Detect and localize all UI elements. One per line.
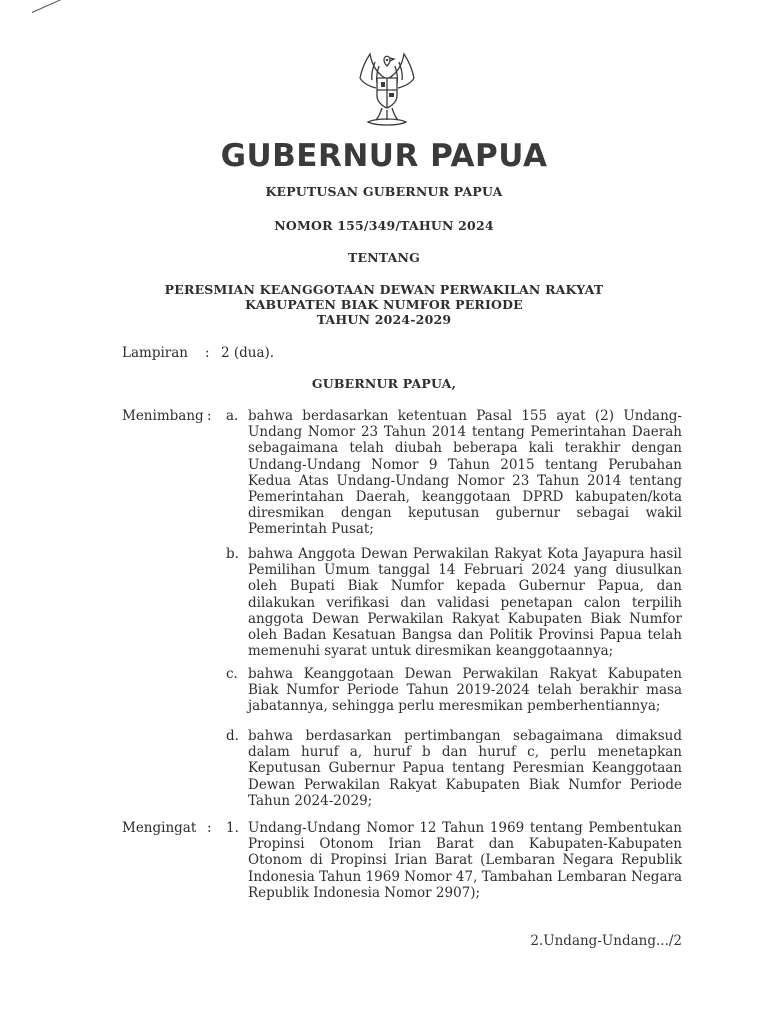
page-continuation-ref: 2.Undang-Undang.../2 — [530, 933, 682, 949]
menimbang-item-text: bahwa Anggota Dewan Perwakilan Rakyat Kota Jayapura hasil Pemilihan Umum tanggal 14 Februari 2024 yang diusulkan oleh Bupati Biak Numfor kepada Gubernur Papua, dan dilakukan verifikasi dan validasi penetapan calon terpilih anggota Dewan Perwakilan Rakyat Kabupaten Biak Numfor oleh Badan Kesatuan Bangsa dan Politik Provinsi Papua telah memenuhi syarat untuk diresmikan keanggotaannya; — [248, 546, 682, 660]
lampiran-value: 2 (dua). — [221, 345, 275, 361]
menimbang-item-marker: b. — [226, 546, 239, 562]
menimbang-colon: : — [207, 408, 212, 424]
menimbang-item-marker: c. — [226, 666, 238, 682]
institution-title: GUBERNUR PAPUA — [220, 138, 548, 174]
subject-line-3: TAHUN 2024-2029 — [316, 312, 452, 327]
menimbang-label: Menimbang — [122, 408, 204, 424]
subject-line-1: PERESMIAN KEANGGOTAAN DEWAN PERWAKILAN RAKYAT — [164, 282, 604, 297]
decree-type: KEPUTUSAN GUBERNUR PAPUA — [265, 184, 503, 199]
scan-artifact-line — [32, 0, 63, 13]
decree-number: NOMOR 155/349/TAHUN 2024 — [274, 218, 494, 233]
menimbang-item-marker: a. — [226, 408, 239, 424]
menimbang-item-text: bahwa berdasarkan pertimbangan sebagaimana dimaksud dalam huruf a, huruf b dan huruf c, perlu menetapkan Keputusan Gubernur Papua tentang Peresmian Keanggotaan Dewan Perwakilan Rakyat Kabupaten Biak Numfor Periode Tahun 2024-2029; — [248, 728, 682, 809]
lampiran-label: Lampiran — [122, 345, 188, 361]
mengingat-item-text: Undang-Undang Nomor 12 Tahun 1969 tentang Pembentukan Propinsi Otonom Irian Barat dan Kabupaten-Kabupaten Otonom di Propinsi Irian Barat (Lembaran Negara Republik Indonesia Tahun 1969 Nomor 47, Tambahan Lembaran Negara Republik Indonesia Nomor 2907); — [248, 820, 682, 901]
signatory-heading: GUBERNUR PAPUA, — [311, 376, 457, 391]
tentang-heading: TENTANG — [347, 250, 421, 265]
mengingat-item-marker: 1. — [226, 820, 239, 836]
menimbang-item-text: bahwa berdasarkan ketentuan Pasal 155 ayat (2) Undang-Undang Nomor 23 Tahun 2014 tentang Pemerintahan Daerah sebagaimana telah diubah beberapa kali terakhir dengan Undang-Undang Nomor 9 Tahun 2015 tentang Perubahan Kedua Atas Undang-Undang Nomor 23 Tahun 2014 tentang Pemerintahan Daerah, keanggotaan DPRD kabupaten/kota diresmikan dengan keputusan gubernur sebagai wakil Pemerintah Pusat; — [248, 408, 682, 538]
menimbang-item-text: bahwa Keanggotaan Dewan Perwakilan Rakyat Kabupaten Biak Numfor Periode Tahun 2019-2024 telah berakhir masa jabatannya, sehingga perlu meresmikan pemberhentiannya; — [248, 666, 682, 715]
garuda-emblem-icon — [350, 48, 424, 130]
subject-line-2: KABUPATEN BIAK NUMFOR PERIODE — [245, 297, 523, 312]
menimbang-item-marker: d. — [226, 728, 239, 744]
lampiran-colon: : — [205, 345, 210, 361]
mengingat-label: Mengingat — [122, 820, 197, 836]
mengingat-colon: : — [207, 820, 212, 836]
